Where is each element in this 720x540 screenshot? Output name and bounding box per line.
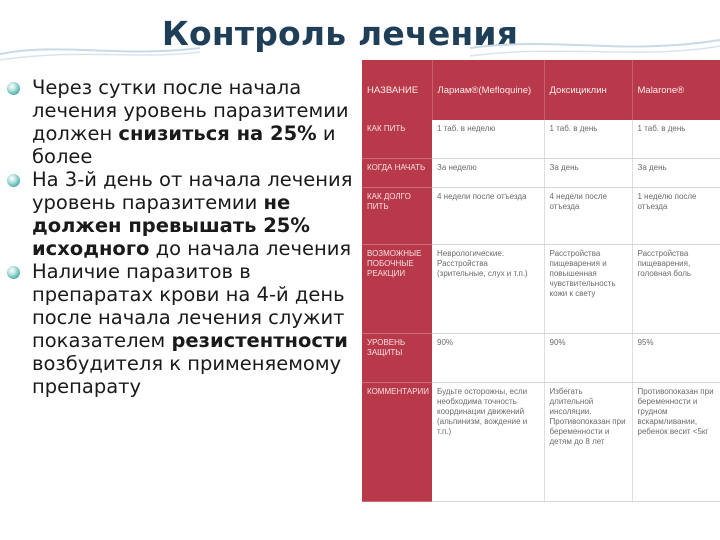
table-cell: 90% [544,334,632,383]
table-cell: За день [544,159,632,188]
bullet-bold-text: не должен превышать 25% исходного [32,191,310,260]
table-cell: 1 таб. в неделю [432,120,544,159]
bullet-text: На 3-й день от начала лечения уровень паразитемии [32,168,353,214]
table-row [362,120,720,159]
table-row [362,383,720,502]
table-cell: 95% [632,334,720,383]
bullet-bold-text: резистентности [171,329,348,352]
bullet-text: и более [32,122,336,168]
row-header: УРОВЕНЬ ЗАЩИТЫ [362,334,432,383]
table-cell: 1 таб. в день [544,120,632,159]
bullet-item [4,76,356,168]
bullet-dot-icon [7,174,20,187]
table-cell: Противопоказан при беременности и грудном вскармливании, ребенок весит <5кг [632,383,720,502]
table-cell: 1 неделю после отъезда [632,188,720,245]
drug-comparison-table-image [362,60,720,536]
table-cell: Избегать длительной инсоляции. Противопоказан при беременности и детям до 8 лет [544,383,632,502]
row-header: КАК ДОЛГО ПИТЬ [362,188,432,245]
table-header-cell: Malarone® [632,60,720,120]
bullet-dot-icon [7,82,20,95]
bullet-text: Через сутки после начала лечения уровень паразитемии должен [32,76,349,145]
table-cell: За неделю [432,159,544,188]
table-row [362,188,720,245]
table-cell: Неврологические. Расстройства (зрительные, слух и т.п.) [432,245,544,334]
table-header-row [362,60,720,120]
table-cell: 4 недели после отъезда [432,188,544,245]
table-cell: Расстройства пищеварения и повышенная чувствительность кожи к свету [544,245,632,334]
table-cell: 4 недели после отъезда [544,188,632,245]
table-cell: За день [632,159,720,188]
row-header: КОММЕНТАРИИ [362,383,432,502]
table-header-cell: Доксициклин [544,60,632,120]
table-row [362,334,720,383]
table-cell: 1 таб. в день [632,120,720,159]
table-row [362,245,720,334]
row-header: КАК ПИТЬ [362,120,432,159]
bullet-bold-text: снизиться на 25% [118,122,317,145]
table-cell: Расстройства пищеварения, головная боль [632,245,720,334]
table-cell: 90% [432,334,544,383]
bullet-text: возбудителя к применяемому препарату [32,352,342,398]
table-row [362,159,720,188]
table-cell: Будьте осторожны, если необходима точность координации движений (альпинизм, вождение и т.п.) [432,383,544,502]
bullet-text: до начала лечения [149,237,352,260]
table-header-cell: Лариам®(Mefloquine) [432,60,544,120]
row-header: КОГДА НАЧАТЬ [362,159,432,188]
table-header-cell: НАЗВАНИЕ [362,60,432,120]
bullet-item [4,168,356,260]
drug-comparison-table [362,60,720,502]
slide-title: Контроль лечения [161,14,519,53]
bullet-text: Наличие паразитов в препаратах крови на 4-й день после начала лечения служит показателем [32,260,345,352]
bullet-dot-icon [7,266,20,279]
bullet-item [4,260,356,398]
row-header: ВОЗМОЖНЫЕ ПОБОЧНЫЕ РЕАКЦИИ [362,245,432,334]
bullet-list [4,76,356,398]
